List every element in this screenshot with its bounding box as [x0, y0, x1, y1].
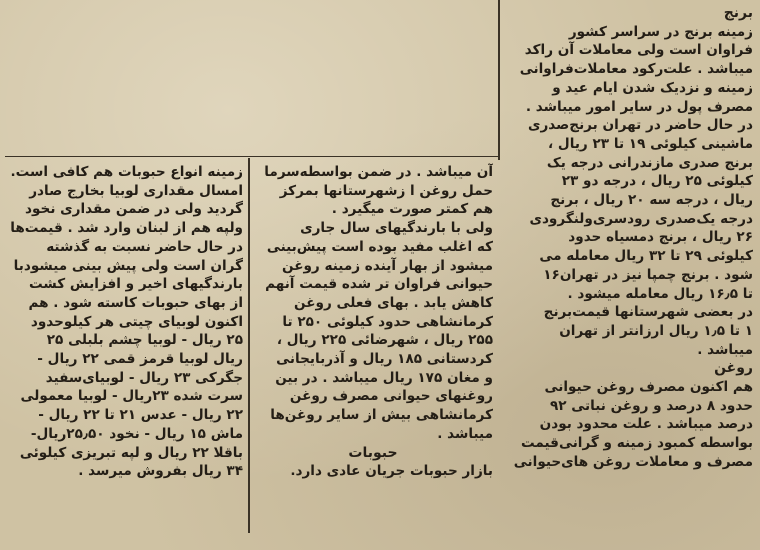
- text-line: هم اکنون مصرف روغن حیوانی: [544, 379, 753, 396]
- column-rule-middle: [248, 158, 250, 533]
- text-line: کرمانشاهی بیش از سایر روغن‌ها: [270, 407, 493, 424]
- text-line: ۳۴ ریال بفروش میرسد .: [78, 463, 243, 480]
- text-line: سرت شده ۲۳ریال - لوبیا معمولی: [20, 388, 243, 405]
- text-line: ریال لوبیا قرمز قمی ۲۲ ریال -: [37, 351, 243, 368]
- text-line: میشود از بهار آینده زمینه روغن: [281, 257, 493, 274]
- text-line: در حال حاضر در تهران برنج‌صدری: [528, 117, 753, 134]
- section-heading-legumes: حبوبات: [348, 444, 398, 461]
- text-line: اکنون لوبیای چیتی هر کیلوحدود: [30, 313, 243, 330]
- text-line: تا ۱۶٫۵ ریال معامله میشود .: [567, 285, 753, 302]
- text-line: در حال حاضر نسبت به گذشته: [46, 238, 243, 255]
- text-line: باقلا ۲۲ ریال و لپه تبریزی کیلوئی: [19, 444, 243, 461]
- section-heading-oil: روغن: [714, 360, 753, 377]
- column-rule-right: [498, 0, 500, 160]
- article-column-left: [6, 163, 243, 481]
- text-line: ۲۲ ریال - عدس ۲۱ تا ۲۲ ریال -: [38, 407, 243, 424]
- text-line: ریال ، درجه سه ۲۰ ریال ، برنج: [550, 192, 753, 209]
- text-line: امسال مقداری لوبیا بخارج صادر: [29, 182, 243, 199]
- text-line: بواسطه کمبود زمینه و گرانی‌قیمت: [520, 435, 753, 452]
- text-line: مصرف پول در سایر امور میباشد .: [525, 98, 753, 115]
- text-line: و مغان ۱۷۵ ریال میباشد . در بین: [275, 369, 493, 386]
- section-heading-rice: برنج: [723, 5, 753, 21]
- article-column-middle: [253, 163, 493, 481]
- article-column-right: [503, 4, 753, 472]
- text-line: ولپه هم از لبنان وارد شد . قیمت‌ها: [10, 220, 243, 237]
- text-line: مصرف و معاملات روغن های‌حیوانی: [513, 453, 753, 470]
- text-line: از بهای حبوبات کاسته شود . هم: [28, 294, 243, 311]
- text-line: گردید ولی در ضمن مقداری نخود: [25, 201, 243, 218]
- text-line: ماش ۱۵ ریال - نخود ۲۵٫۵۰ریال-: [30, 425, 243, 442]
- text-line: کردستانی ۱۸۵ ریال و آذربایجانی: [276, 351, 493, 368]
- text-line: در بعضی شهرستانها قیمت‌برنج: [543, 304, 753, 321]
- text-line: بارندگیهای اخیر و افزایش کشت: [29, 276, 243, 293]
- text-line: زمینه و نزدیک شدن ایام عید و: [552, 79, 753, 96]
- text-line: میباشد . علت‌رکود معاملات‌فراوانی: [519, 61, 753, 78]
- text-line: ۲۵۵ ریال ، شهرضائی ۲۲۵ ریال ،: [276, 332, 493, 349]
- text-line: زمینه انواع حبوبات هم کافی است.: [10, 164, 243, 180]
- text-line: شود . برنج چمپا نیز در تهران۱۶: [543, 266, 753, 283]
- text-line: برنج صدری مازندرانی درجه یک: [546, 154, 753, 171]
- text-line: زمینه برنج در سراسر کشور: [568, 23, 753, 40]
- text-line: میباشد .: [697, 341, 753, 358]
- text-line: کاهش یابد . بهای فعلی روغن: [294, 294, 493, 311]
- text-line: ۱ تا ۱٫۵ ریال ارزانتر از تهران: [559, 322, 753, 339]
- text-line: که اغلب مفید بوده است پیش‌بینی: [266, 238, 493, 255]
- text-line: ولی با بارندگیهای سال جاری: [300, 220, 493, 237]
- text-line: فراوان است ولی معاملات آن راکد: [524, 42, 753, 59]
- text-line: روغنهای حیوانی مصرف روغن: [289, 388, 493, 405]
- text-line: حمل روغن ا زشهرستانها بمرکز: [279, 182, 493, 199]
- text-line: ۲۵ ریال - لوبیا چشم بلبلی ۲۵: [46, 332, 243, 349]
- text-line: گران است ولی پیش بینی میشودبا: [13, 257, 243, 274]
- text-line: آن میباشد . در ضمن بواسطه‌سرما: [264, 164, 493, 180]
- text-line: میباشد .: [437, 425, 493, 442]
- text-line: کیلوئی ۲۵ ریال ، درجه دو ۲۳: [561, 173, 753, 190]
- text-line: درصد میباشد . علت محدود بودن: [539, 416, 753, 433]
- text-line: کرمانشاهی حدود کیلوئی ۲۵۰ تا: [282, 313, 493, 330]
- text-line: حیوانی فراوان تر شده قیمت آنهم: [265, 276, 493, 293]
- text-line: کیلوئی ۲۹ تا ۳۲ ریال معامله می: [539, 248, 753, 265]
- text-line: درجه یک‌صدری رودسری‌ولنگرودی: [529, 210, 753, 227]
- section-rule: [5, 156, 498, 157]
- text-line: هم کمتر صورت میگیرد .: [331, 201, 493, 218]
- text-line: بازار حبوبات جریان عادی دارد.: [290, 463, 493, 480]
- text-line: جگرکی ۲۳ ریال - لوبیای‌سفید: [45, 369, 243, 386]
- text-line: ۲۶ ریال ، برنج دمسیاه حدود: [568, 229, 753, 246]
- text-line: ماشینی کیلوئی ۱۹ تا ۲۳ ریال ،: [548, 135, 753, 152]
- text-line: حدود ۸ درصد و روغن نباتی ۹۲: [549, 397, 753, 414]
